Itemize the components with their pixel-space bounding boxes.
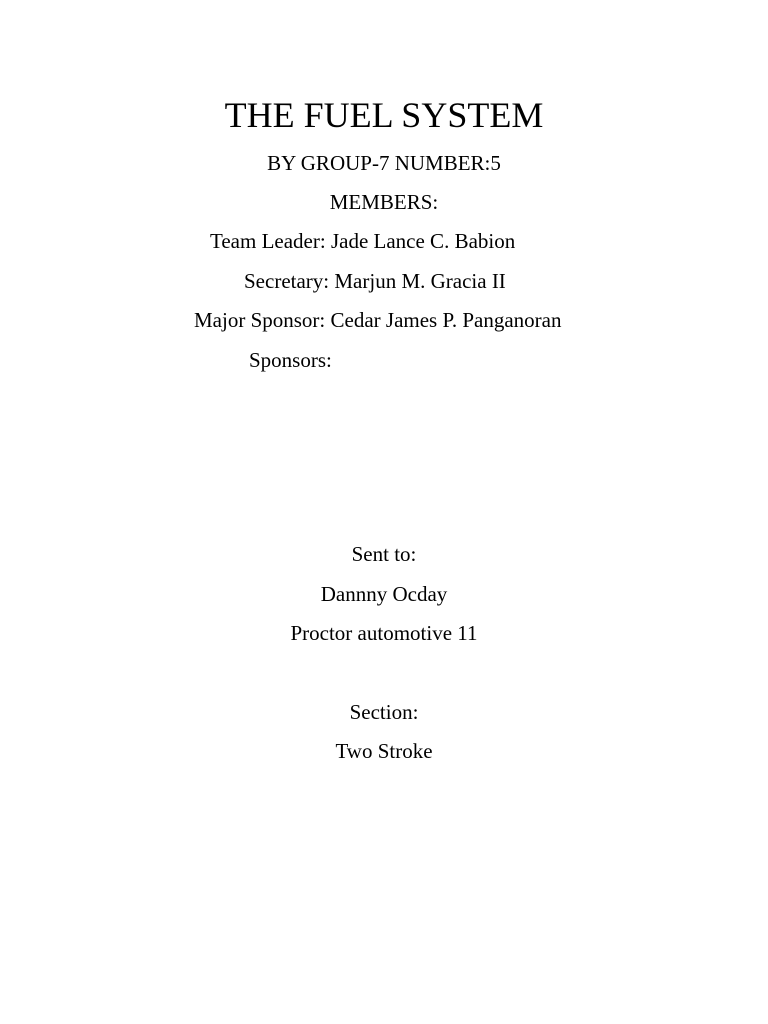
section-value: Two Stroke <box>335 739 433 763</box>
sponsors-line: Sponsors: <box>249 348 332 372</box>
recipient-role: Proctor automotive 11 <box>290 621 478 645</box>
secretary-line: Secretary: Marjun M. Gracia II <box>244 269 506 293</box>
document-title: THE FUEL SYSTEM <box>224 95 544 135</box>
recipient-name: Dannny Ocday <box>320 582 448 606</box>
major-sponsor-line: Major Sponsor: Cedar James P. Panganoran <box>194 308 562 332</box>
team-leader-line: Team Leader: Jade Lance C. Babion <box>210 229 516 253</box>
section-heading: Section: <box>349 700 419 724</box>
members-heading: MEMBERS: <box>329 190 439 214</box>
sent-to-heading: Sent to: <box>351 542 417 566</box>
group-line: BY GROUP-7 NUMBER:5 <box>267 151 501 175</box>
